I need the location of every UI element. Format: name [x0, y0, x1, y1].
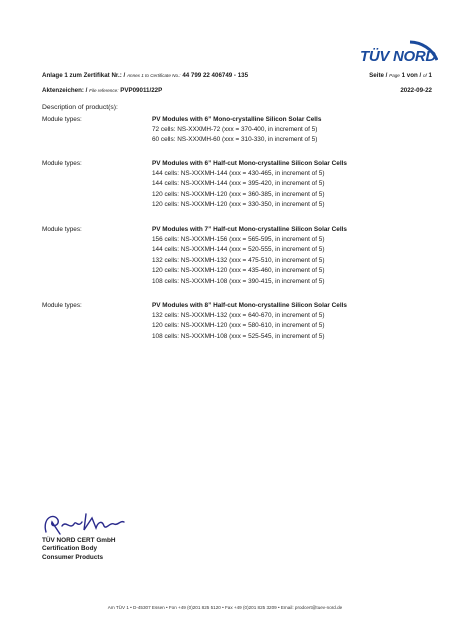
file-header [42, 87, 432, 94]
module-variant: 132 cells: NS-XXXMH-132 (xxx = 640-670, in increment of 5) [152, 312, 325, 319]
module-list [152, 160, 347, 212]
file-label: Aktenzeichen: / [42, 87, 88, 94]
module-type-label: Module types: [42, 116, 82, 123]
page-info [369, 72, 432, 79]
module-group-title: PV Modules with 6” Mono-crystalline Silicon Solar Cells [152, 116, 322, 123]
page-of: von / [406, 72, 422, 79]
tuv-nord-logo [360, 40, 438, 72]
document-date: 2022-09-22 [400, 87, 432, 94]
module-variant: 120 cells: NS-XXXMH-120 (xxx = 435-460, in increment of 5) [152, 267, 325, 275]
module-variant: 144 cells: NS-XXXMH-144 (xxx = 395-420, in increment of 5) [152, 180, 325, 188]
footer-address: Am TÜV 1 • D-45307 Essen • Fon +49 (0)201 825 5120 • Fax +49 (0)201 825 3209 • Email: prodcert@tuev-nord.de [107, 605, 343, 610]
module-variant: 60 cells: NS-XXXMH-60 (xxx = 310-330, in increment of 5) [152, 136, 318, 144]
page-number: 1 [401, 72, 406, 79]
page-label-en: Page [389, 73, 400, 78]
annex-info [42, 72, 248, 79]
page-of-en: of [422, 73, 427, 78]
module-variant: 156 cells: NS-XXXMH-156 (xxx = 565-595, in increment of 5) [152, 236, 325, 243]
file-reference: PVP09011/22P [120, 87, 163, 94]
module-variant: 144 cells: NS-XXXMH-144 (xxx = 520-555, in increment of 5) [152, 246, 325, 254]
file-label-en: File reference: [89, 88, 119, 93]
module-variant: 108 cells: NS-XXXMH-108 (xxx = 525-545, in increment of 5) [152, 332, 325, 340]
module-variant: 72 cells: NS-XXXMH-72 (xxx = 370-400, in increment of 5) [152, 126, 318, 133]
company-name: TÜV NORD CERT GmbH [42, 537, 116, 544]
file-info [42, 87, 162, 94]
module-variant: 144 cells: NS-XXXMH-144 (xxx = 430-465, in increment of 5) [152, 170, 325, 177]
logo-text: TÜV NORD [360, 48, 436, 65]
module-variant: 120 cells: NS-XXXMH-120 (xxx = 580-610, in increment of 5) [152, 322, 325, 330]
module-variant: 108 cells: NS-XXXMH-108 (xxx = 390-415, in increment of 5) [152, 277, 325, 285]
signature [40, 508, 130, 538]
module-list [152, 302, 347, 343]
page-total: 1 [428, 72, 432, 79]
certificate-number: 44 799 22 406749 - 135 [182, 72, 249, 79]
module-type-label: Module types: [42, 226, 82, 233]
description-heading: Description of product(s): [42, 104, 118, 111]
module-group-title: PV Modules with 7” Half-cut Mono-crystalline Silicon Solar Cells [152, 226, 347, 233]
module-variant: 120 cells: NS-XXXMH-120 (xxx = 360-385, in increment of 5) [152, 190, 325, 198]
module-group-title: PV Modules with 6” Half-cut Mono-crystalline Silicon Solar Cells [152, 160, 347, 167]
module-type-label: Module types: [42, 302, 82, 309]
annex-label: Anlage 1 zum Zertifikat Nr.: / [42, 72, 126, 79]
module-list [152, 116, 321, 147]
annex-label-en: Annex 1 to Certificate No.: [126, 73, 181, 78]
page-label: Seite / [369, 72, 388, 79]
company-unit: Certification Body [42, 545, 98, 553]
module-group-title: PV Modules with 8” Half-cut Mono-crystalline Silicon Solar Cells [152, 302, 347, 309]
annex-header [42, 72, 432, 79]
module-variant: 132 cells: NS-XXXMH-132 (xxx = 475-510, in increment of 5) [152, 256, 325, 264]
module-list [152, 226, 347, 288]
company-dept: Consumer Products [42, 553, 104, 561]
company-block [42, 537, 116, 562]
module-variant: 120 cells: NS-XXXMH-120 (xxx = 330-350, in increment of 5) [152, 201, 325, 209]
module-type-label: Module types: [42, 160, 82, 167]
